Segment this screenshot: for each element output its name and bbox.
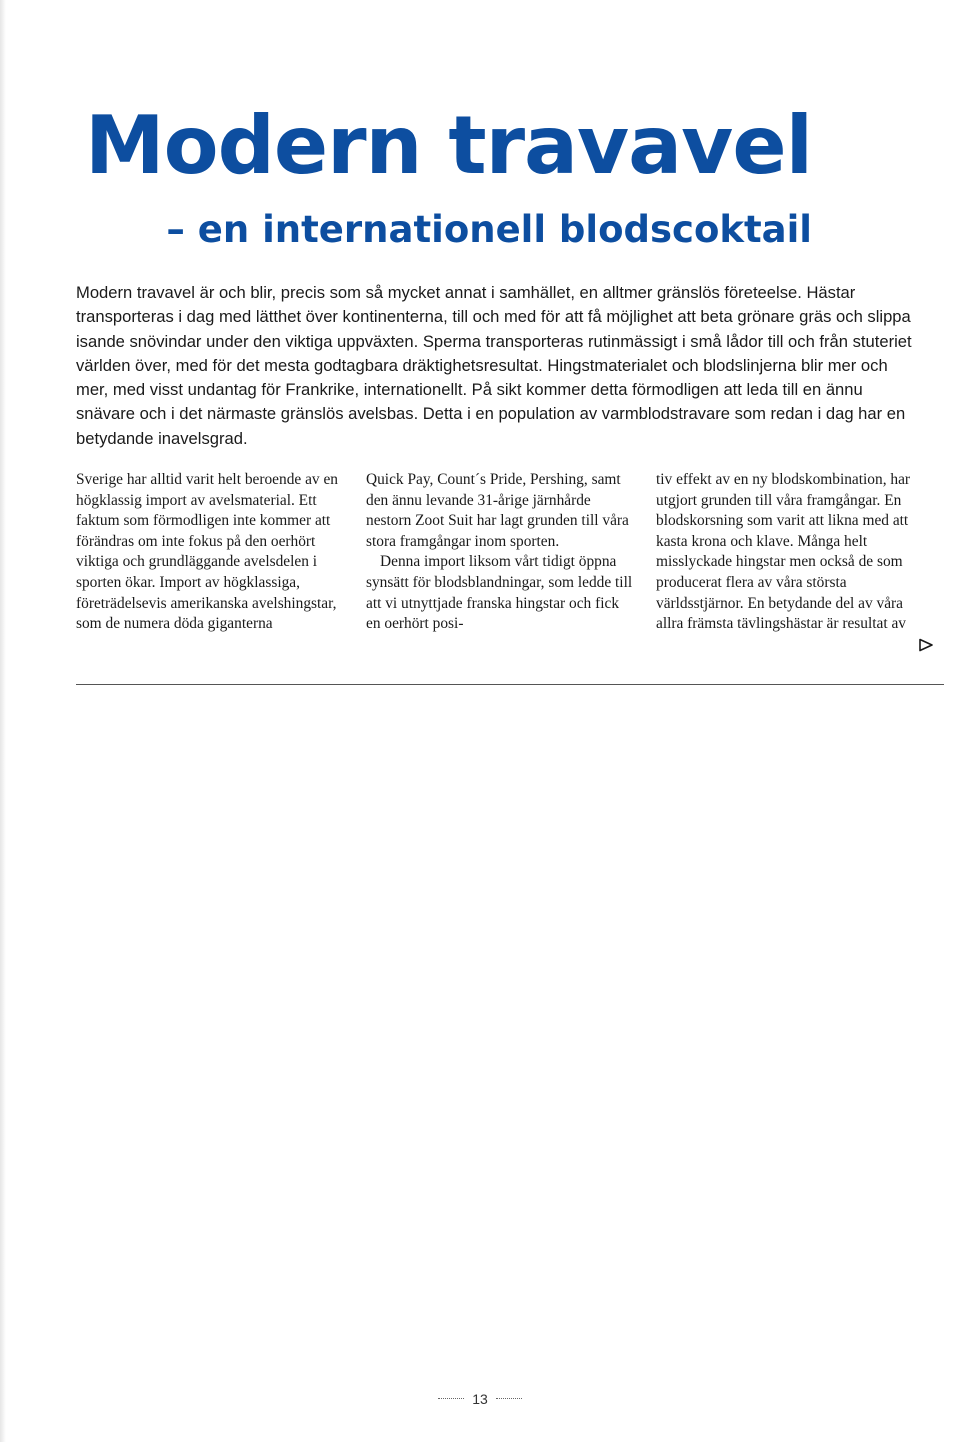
column-1-paragraph-1: Sverige har alltid varit helt beroende av en högklassig import av avelsmaterial. Ett faktum som förmodligen inte kommer att förändras om inte fokus på den oerhört viktiga och grundläggande avelsdelen i sporten ökar. Import av högklassiga, företrädelsevis amerikanska avelshingstar, som de numera döda giganterna <box>76 471 338 633</box>
section-divider <box>76 684 944 685</box>
triangle-right-outline-icon <box>918 638 934 652</box>
page-number: 13 <box>472 1390 488 1407</box>
page-subtitle: – en internationell blodscoktail <box>166 208 812 251</box>
page-title: Modern travavel <box>85 99 812 192</box>
body-column-2 <box>366 470 634 635</box>
body-column-3 <box>656 470 924 635</box>
page-edge-shadow <box>0 0 6 1442</box>
column-2-paragraph-1: Quick Pay, Count´s Pride, Pershing, samt den ännu levande 31-årige järnhårde nestorn Zoot Suit har lagt grunden till våra stora framgångar inom sporten. <box>366 471 629 550</box>
footer-rule-left <box>438 1398 464 1399</box>
column-3-paragraph-1: tiv effekt av en ny blodskombination, har utgjort grunden till våra framgångar. En blodskorsning som varit att likna med att kasta krona och klave. Många helt misslyckade hingstar men också de som producerat flera av våra största världsstjärnor. En betydande del av våra allra främsta tävlingshästar är resultat av <box>656 471 911 633</box>
column-2-paragraph-2: Denna import liksom vårt tidigt öppna synsätt för blodsblandningar, som ledde till att vi utnyttjade franska hingstar och fick en oerhört posi- <box>366 553 633 633</box>
page-footer <box>0 1390 960 1410</box>
footer-rule-right <box>496 1398 522 1399</box>
intro-paragraph: Modern travavel är och blir, precis som så mycket annat i samhället, en alltmer gränslös företeelse. Hästar transporteras i dag med lätthet över kontinenterna, till och med för att få möjlighet att beta grönare gräs och slippa isande snövindar under den viktiga uppväxten. Sperma transporteras rutinmässigt i små lådor till och från stuteriet världen över, med för det mesta godtagbara dräktighetsresultat. Hingstmaterialet och blodslinjerna blir mer och mer, med visst undantag för Frankrike, internationellt. På sikt kommer detta förmodligen att leda till en ännu snävare och i det närmaste gränslös avelsbas. Detta i en population av varmblodstravare som redan i dag har en betydande inavelsgrad. <box>76 283 912 448</box>
body-column-1 <box>76 470 344 635</box>
